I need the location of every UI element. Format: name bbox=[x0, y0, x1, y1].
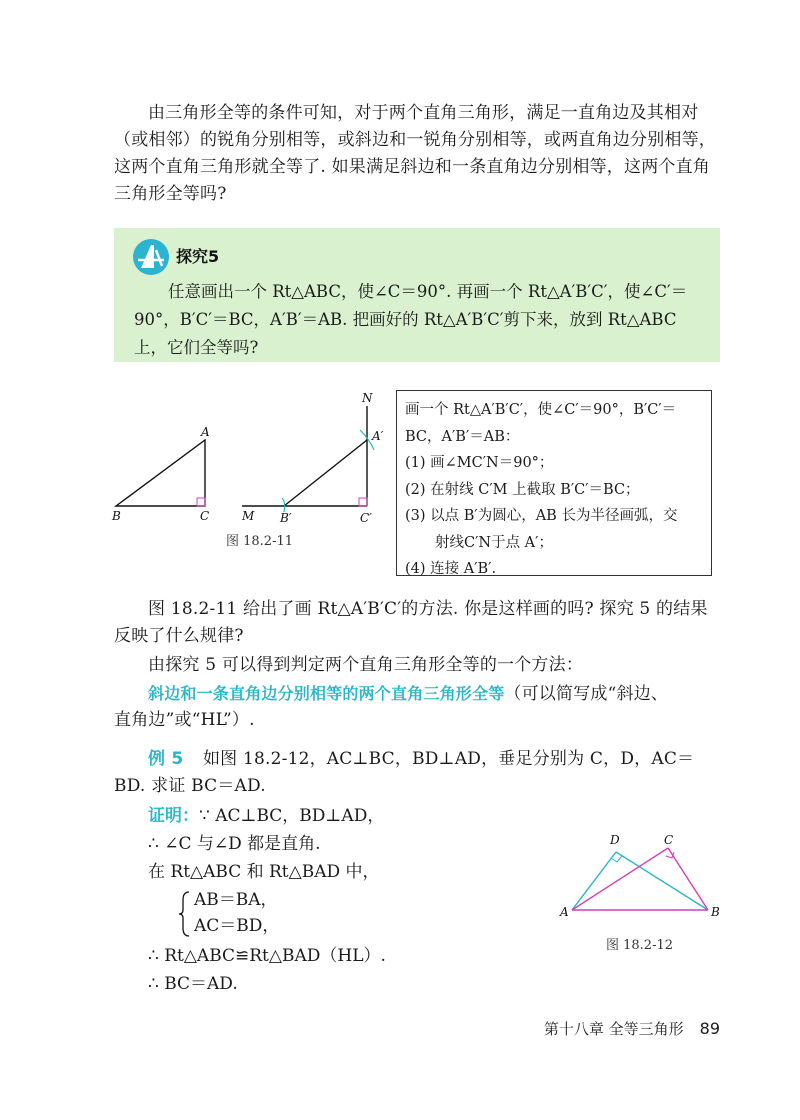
example-text-2: BD. 求证 BC＝AD. bbox=[114, 776, 266, 796]
figure-18-2-11 bbox=[108, 390, 398, 550]
step-line-4: (2) 在射线 C′M 上截取 B′C′＝BC； bbox=[405, 481, 640, 498]
explore-text: 任意画出一个 Rt△ABC，使∠C＝90°. 再画一个 Rt△A′B′C′，使∠C′＝90°，B′C′＝BC，A′B′＝AB. 把画好的 Rt△A′B′C′剪下来，放到 Rt△ABC上，它们全等吗? bbox=[134, 282, 688, 357]
segment-ad bbox=[572, 852, 616, 910]
proof-line-7: ∴ BC＝AD. bbox=[148, 974, 238, 994]
explore-title: 探究5 bbox=[176, 247, 220, 266]
step-line-1: 画一个 Rt△A′B′C′，使∠C′＝90°，B′C′＝ bbox=[405, 402, 677, 418]
explore-box bbox=[114, 228, 720, 362]
after-figure-paragraph: 图 18.2-11 给出了画 Rt△A′B′C′的方法. 你是这样画的吗? 探究 5 的结果反映了什么规律? bbox=[114, 599, 708, 646]
proof-line-5: AC＝BD， bbox=[194, 916, 280, 936]
theorem-line bbox=[114, 680, 758, 708]
page-number: 89 bbox=[699, 1019, 720, 1038]
label-a-2: A bbox=[560, 905, 569, 919]
label-n: N bbox=[362, 391, 373, 405]
step-line-7: (4) 连接 A′B′. bbox=[405, 561, 497, 577]
brace-icon bbox=[178, 890, 192, 938]
arc-b-prime bbox=[282, 498, 285, 512]
theorem-rest-2: 直角边”或“HL”）. bbox=[114, 710, 255, 730]
theorem-rest-1: （可以简写成“斜边、 bbox=[504, 684, 669, 704]
footer-chapter: 第十八章 全等三角形 bbox=[543, 1020, 684, 1038]
step-line-2: BC，A′B′＝AB： bbox=[405, 428, 520, 445]
proof-l1: ∵ AC⊥BC，BD⊥AD， bbox=[199, 806, 385, 826]
step-line-3: (1) 画∠MC′N＝90°； bbox=[405, 455, 554, 471]
segment-ac bbox=[572, 848, 668, 910]
example-text-1: 如图 18.2-12，AC⊥BC，BD⊥AD，垂足分别为 C，D，AC＝ bbox=[202, 749, 695, 769]
step-line-6: 射线C′N于点 A′； bbox=[435, 534, 553, 551]
triangle-abc bbox=[116, 440, 205, 506]
label-d-2: D bbox=[610, 833, 620, 847]
segment-cb bbox=[668, 848, 708, 910]
label-a-prime: A′ bbox=[372, 429, 384, 443]
example-label: 例 5 bbox=[148, 749, 184, 769]
proof-label: 证明： bbox=[148, 806, 199, 826]
intro-paragraph: 由三角形全等的条件可知，对于两个直角三角形，满足一直角边及其相对（或相邻）的锐角分别相等，或斜边和一锐角分别相等，或两直角边分别相等，这两个直角三角形就全等了. 如果满足斜边和一条直角边分别相等，这两个直角三角形全等吗? bbox=[114, 103, 716, 204]
step-line-5: (3) 以点 B′为圆心，AB 长为半径画弧，交 bbox=[405, 508, 678, 524]
segment-db bbox=[616, 852, 708, 910]
proof-line-6: ∴ Rt△ABC≌Rt△BAD（HL）. bbox=[148, 946, 386, 966]
segment-ab-prime bbox=[284, 440, 367, 506]
label-b-2: B bbox=[711, 905, 720, 919]
label-c-prime: C′ bbox=[360, 511, 372, 525]
proof-line-1 bbox=[148, 802, 384, 830]
label-c: C bbox=[200, 509, 210, 523]
proof-line-2: ∴ ∠C 与∠D 都是直角. bbox=[148, 834, 321, 854]
figure-caption-2: 图 18.2-12 bbox=[606, 938, 674, 953]
right-angle-mark-c2 bbox=[666, 852, 674, 858]
label-b-prime: B′ bbox=[280, 511, 292, 525]
construction-steps-box bbox=[396, 390, 712, 576]
right-angle-mark-c-prime bbox=[359, 498, 367, 506]
example-line-1 bbox=[114, 746, 758, 773]
explore-icon bbox=[132, 238, 170, 276]
method-intro: 由探究 5 可以得到判定两个直角三角形全等的一个方法： bbox=[148, 655, 584, 675]
label-a: A bbox=[201, 425, 210, 439]
page-footer bbox=[544, 1018, 720, 1039]
label-m: M bbox=[242, 509, 255, 523]
theorem-highlight: 斜边和一条直角边分别相等的两个直角三角形全等 bbox=[148, 684, 505, 703]
label-b: B bbox=[112, 509, 121, 523]
figure-caption-1: 图 18.2-11 bbox=[226, 534, 294, 549]
label-c-2: C bbox=[664, 833, 674, 847]
right-angle-mark-c bbox=[197, 498, 205, 506]
figure-18-2-12 bbox=[556, 830, 736, 930]
proof-line-3: 在 Rt△ABC 和 Rt△BAD 中， bbox=[148, 862, 380, 882]
proof-line-4: AB＝BA， bbox=[194, 890, 278, 910]
